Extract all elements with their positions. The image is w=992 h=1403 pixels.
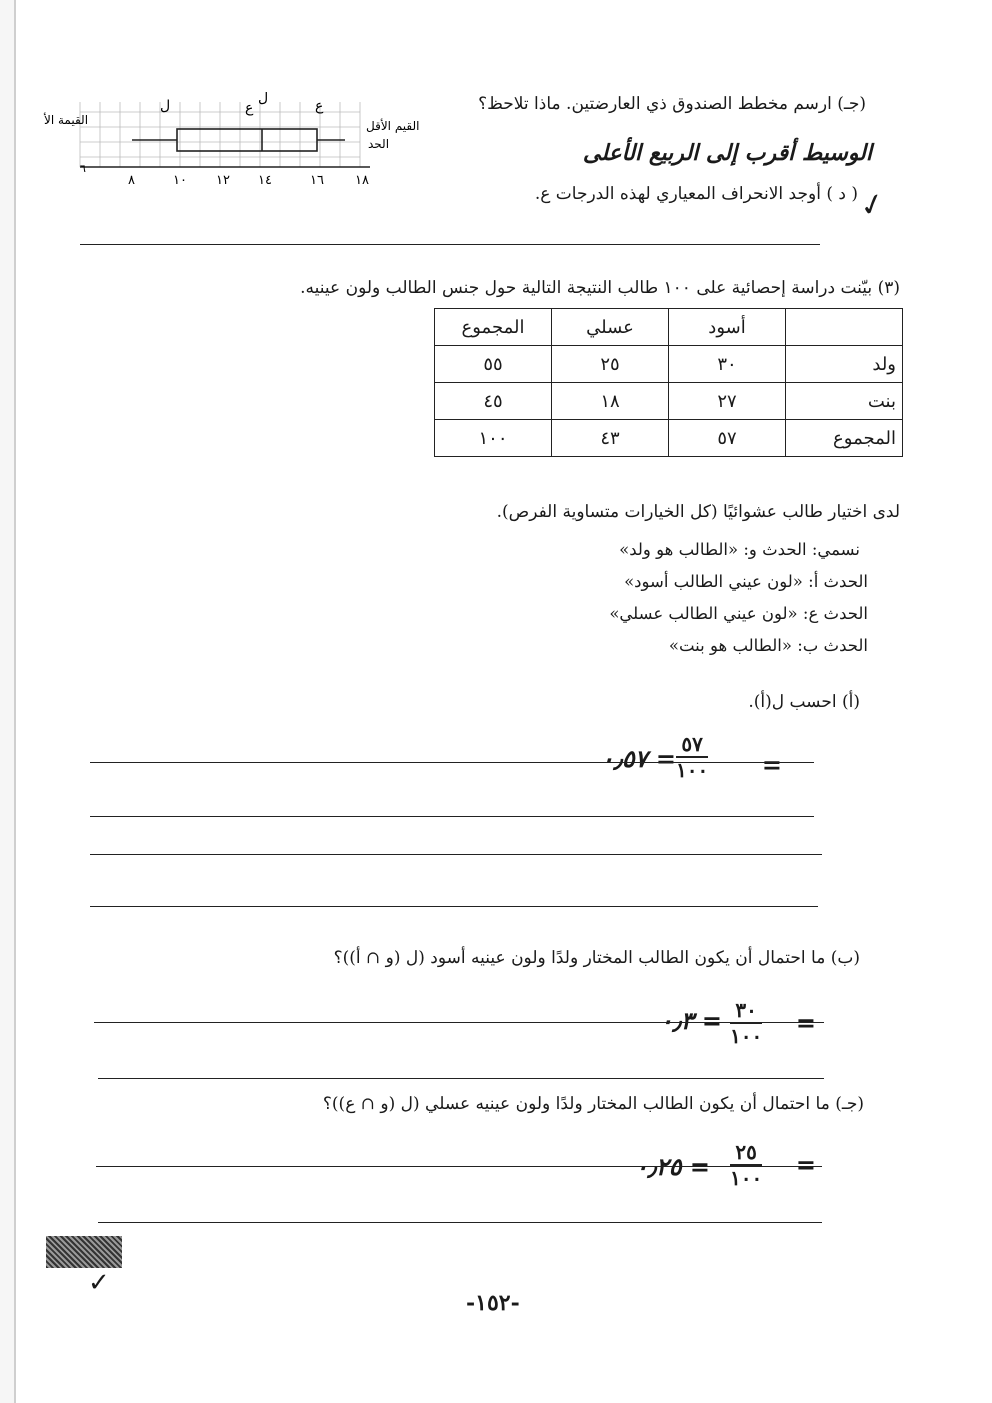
scan-edge: [0, 0, 16, 1403]
table-cell: ٤٣: [552, 420, 669, 457]
event-definition: الحدث أ: «لون عيني الطالب أسود»: [624, 572, 868, 591]
table-header-cell: [786, 309, 903, 346]
event-definition: الحدث ب: «الطالب هو بنت»: [668, 636, 868, 655]
check-mark: ✓: [855, 185, 890, 226]
table-cell: ٤٥: [435, 383, 552, 420]
boxplot-note: الحد: [368, 137, 390, 151]
q3-statement: [300, 278, 900, 298]
grade-stamp: [46, 1236, 122, 1268]
answer-line: [90, 854, 822, 855]
answer-a-result: = ٠٫٥٧: [601, 744, 676, 773]
answer-line: [90, 762, 814, 763]
boxplot-mark: ع: [245, 100, 254, 116]
box: [177, 129, 317, 151]
intro-text: لدى اختيار طالب عشوائيًا (كل الخيارات متساوية الفرص).: [496, 502, 900, 522]
row-label: بنت: [786, 383, 903, 420]
check-mark: ✓: [88, 1268, 110, 1298]
table-cell: ٢٧: [669, 383, 786, 420]
table-header-cell: أسود: [669, 309, 786, 346]
boxplot-mark: ل: [160, 98, 171, 114]
axis-label: ١٠: [173, 173, 187, 188]
answer-line: [98, 1078, 824, 1079]
answer-c-fraction: [730, 1140, 762, 1190]
axis-label: ٨: [128, 173, 135, 188]
equals-sign: =: [795, 1150, 816, 1179]
answer-b-fraction: [730, 998, 762, 1048]
axis-label: ١٤: [258, 173, 272, 188]
axis-label: ١٦: [310, 173, 324, 188]
answer-line: [98, 1222, 822, 1223]
event-definition: نسمي: الحدث و: «الطالب هو ولد»: [619, 540, 860, 559]
sub-b-text: ما احتمال أن يكون الطالب المختار ولدًا ولون عينيه أسود (ل (و ∩ أ))؟: [333, 948, 826, 968]
table-cell: ٣٠: [669, 346, 786, 383]
axis-label: ١٨: [355, 173, 369, 188]
answer-line: [90, 816, 814, 817]
handwritten-answer: الوسيط أقرب إلى الربيع الأعلى: [582, 140, 872, 166]
boxplot-sketch: [40, 92, 420, 207]
part-c-question: [478, 94, 866, 114]
answer-b-result: = ٠٫٣: [659, 1006, 722, 1035]
equals-sign: =: [795, 1008, 816, 1037]
sub-a-question: [748, 692, 860, 712]
table-cell: ١٠٠: [435, 420, 552, 457]
sub-a-label: (أ): [842, 692, 860, 712]
table-cell: ٥٥: [435, 346, 552, 383]
answer-a-fraction: [676, 732, 708, 782]
boxplot-mark: ع: [315, 98, 324, 114]
answer-line: [94, 1022, 824, 1023]
row-label: ولد: [786, 346, 903, 383]
sub-a-text: احسب ل(أ).: [748, 692, 837, 712]
answer-line: [80, 244, 820, 245]
fraction-denominator: ١٠٠: [730, 1166, 763, 1190]
table-cell: ٢٥: [552, 346, 669, 383]
table-header-cell: عسلي: [552, 309, 669, 346]
part-d-label: ( د ): [826, 184, 858, 204]
fraction-numerator: ٥٧: [676, 732, 708, 758]
fraction-numerator: ٣٠: [730, 998, 762, 1024]
fraction-numerator: ٢٥: [730, 1140, 762, 1166]
part-d-text: أوجد الانحراف المعياري لهذه الدرجات ع.: [534, 184, 821, 204]
axis-label: ٦: [80, 162, 86, 175]
answer-c-result: = ٠٫٢٥: [635, 1152, 710, 1181]
boxplot-note: القيمة الأ: [44, 113, 89, 127]
table-cell: ١٨: [552, 383, 669, 420]
table-row: [435, 383, 903, 420]
q3-text: بيّنت دراسة إحصائية على ١٠٠ طالب النتيجة التالية حول جنس الطالب ولون عينيه.: [300, 278, 873, 298]
part-d-question: [535, 184, 858, 204]
table-row: [435, 420, 903, 457]
axis-label: ١٢: [216, 173, 230, 188]
sub-c-text: ما احتمال أن يكون الطالب المختار ولدًا ولون عينيه عسلي (ل (و ∩ ع))؟: [322, 1094, 830, 1114]
part-c-text: ارسم مخطط الصندوق ذي العارضتين. ماذا تلاحظ؟: [478, 94, 832, 114]
fraction-denominator: ١٠٠: [730, 1024, 763, 1048]
answer-line: [90, 906, 818, 907]
sub-b-label: (ب): [830, 948, 860, 968]
table-row: [435, 346, 903, 383]
page-number: -١٥٢-: [466, 1290, 520, 1316]
boxplot-note: القيم الأقل: [366, 119, 420, 133]
q3-label: (٣): [877, 278, 900, 298]
part-c-label: (جـ): [837, 94, 866, 114]
equals-sign: =: [761, 750, 782, 779]
table-cell: ٥٧: [669, 420, 786, 457]
table-header-row: [435, 309, 903, 346]
sub-c-question: [323, 1094, 864, 1114]
sub-c-label: (جـ): [835, 1094, 864, 1114]
row-label: المجموع: [786, 420, 903, 457]
answer-line: [96, 1166, 822, 1167]
event-definition: الحدث ع: «لون عيني الطالب عسلي»: [609, 604, 868, 623]
fraction-denominator: ١٠٠: [676, 758, 709, 782]
boxplot-mark: ل: [258, 92, 269, 106]
sub-b-question: [334, 948, 860, 968]
stats-table: [434, 308, 903, 457]
table-header-cell: المجموع: [435, 309, 552, 346]
